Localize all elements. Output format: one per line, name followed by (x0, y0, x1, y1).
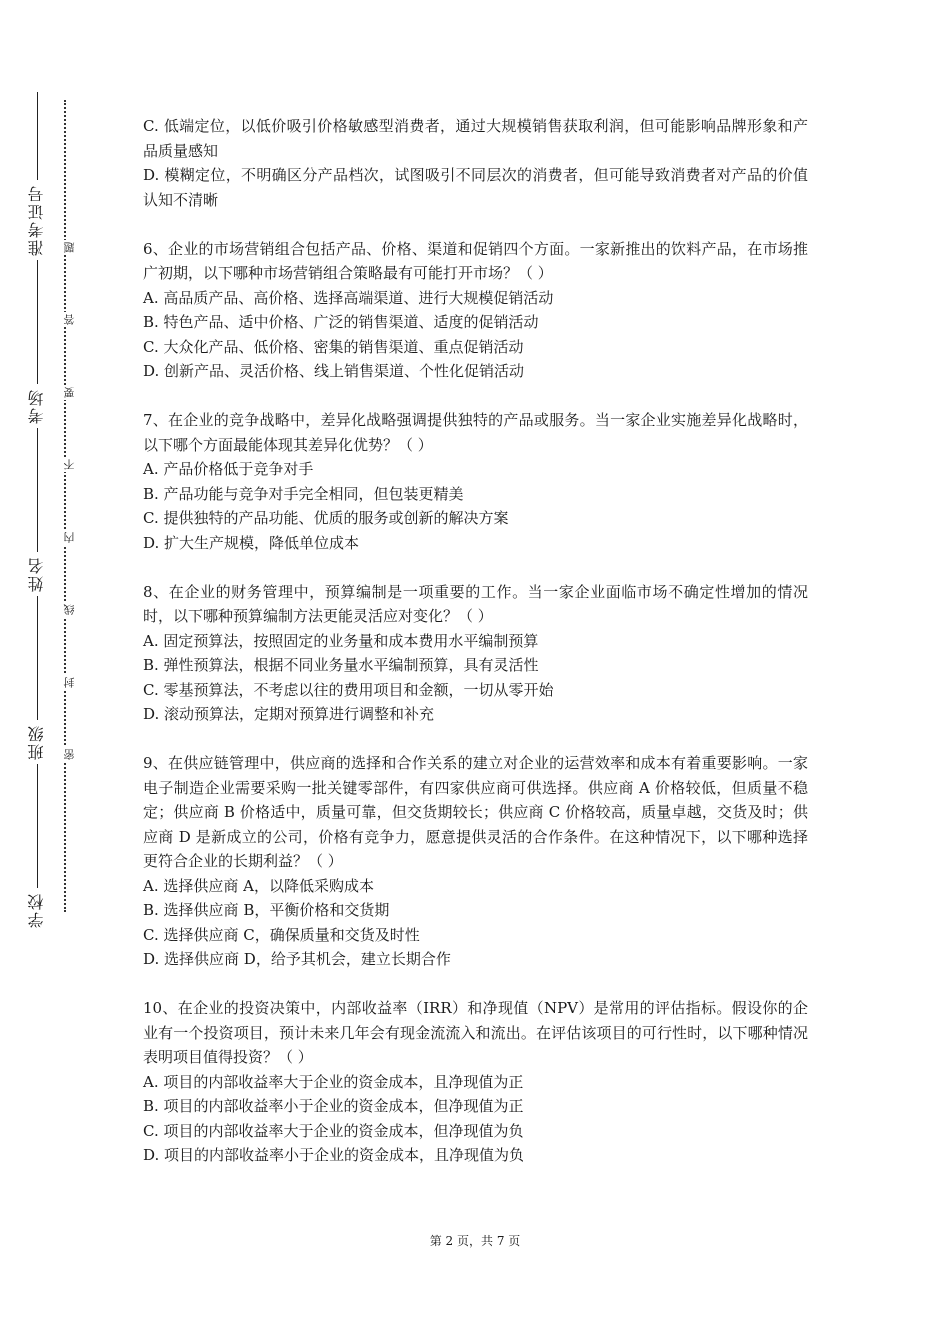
student-info-margin (24, 88, 50, 928)
question-5-continuation (143, 114, 808, 212)
option-b: B. 产品功能与竞争对手完全相同，但包装更精美 (143, 484, 464, 503)
option-a: A. 固定预算法，按照固定的业务量和成本费用水平编制预算 (143, 631, 539, 650)
school-label: 学校 (27, 892, 46, 928)
seal-warning-text (58, 240, 80, 762)
option-d: D. 滚动预算法，定期对预算进行调整和补充 (143, 705, 435, 723)
option-c: C. 低端定位，以低价吸引价格敏感型消费者，通过大规模销售获取利润，但可能影响品牌形象和产品质量感知 (143, 117, 808, 160)
option-a: A. 项目的内部收益率大于企业的资金成本，且净现值为正 (143, 1072, 524, 1091)
option-c: C. 提供独特的产品功能、优质的服务或创新的解决方案 (143, 509, 509, 527)
question-stem: 10、在企业的投资决策中，内部收益率（IRR）和净现值（NPV）是常用的评估指标。假设你的企业有一个投资项目，预计未来几年会有现金流流入和流出。在评估该项目的可行性时，以下哪种情况表明项目值得投资？（ ） (143, 999, 808, 1066)
option-a: A. 高品质产品、高价格、选择高端渠道、进行大规模促销活动 (143, 288, 554, 307)
page-footer (0, 1232, 950, 1249)
school-field (29, 760, 45, 928)
seal-char: 线 (62, 604, 76, 616)
name-label: 姓名 (27, 556, 46, 592)
option-c: C. 选择供应商 C，确保质量和交货及时性 (143, 925, 420, 944)
option-b: B. 特色产品、适中价格、广泛的销售渠道、适度的促销活动 (143, 313, 539, 331)
question-9 (143, 751, 808, 972)
name-field (29, 424, 45, 592)
exam-number-field (29, 88, 45, 256)
option-d: D. 选择供应商 D，给予其机会，建立长期合作 (143, 950, 451, 968)
exam-room-field (29, 256, 45, 424)
question-stem: 7、在企业的竞争战略中，差异化战略强调提供独特的产品或服务。当一家企业实施差异化战略时，以下哪个方面最能体现其差异化优势？（ ） (143, 411, 808, 454)
option-c: C. 零基预算法，不考虑以往的费用项目和金额，一切从零开始 (143, 680, 554, 699)
seal-char: 封 (62, 676, 76, 688)
option-d: D. 创新产品、灵活价格、线上销售渠道、个性化促销活动 (143, 362, 525, 380)
fill-in-line (37, 764, 38, 888)
seal-char: 答 (62, 314, 76, 326)
option-c: C. 项目的内部收益率大于企业的资金成本，但净现值为负 (143, 1121, 524, 1140)
seal-char: 密 (62, 748, 76, 760)
exam-room-label: 考场 (27, 388, 46, 424)
question-6 (143, 237, 808, 384)
seal-char: 内 (62, 531, 76, 543)
question-stem: 6、企业的市场营销组合包括产品、价格、渠道和促销四个方面。一家新推出的饮料产品，在市场推广初期，以下哪种市场营销组合策略最有可能打开市场？（ ） (143, 239, 808, 282)
option-b: B. 选择供应商 B，平衡价格和交货期 (143, 901, 390, 919)
fill-in-line (37, 92, 38, 180)
option-b: B. 项目的内部收益率小于企业的资金成本，但净现值为正 (143, 1097, 524, 1115)
question-7 (143, 408, 808, 555)
option-c: C. 大众化产品、低价格、密集的销售渠道、重点促销活动 (143, 337, 524, 356)
fill-in-line (37, 428, 38, 552)
option-a: A. 产品价格低于竞争对手 (143, 460, 314, 478)
fill-in-line (37, 596, 38, 720)
option-b: B. 弹性预算法，根据不同业务量水平编制预算，具有灵活性 (143, 656, 539, 674)
seal-char: 题 (62, 242, 76, 253)
question-stem: 9、在供应链管理中，供应商的选择和合作关系的建立对企业的运营效率和成本有着重要影响。一家电子制造企业需要采购一批关键零部件，有四家供应商可供选择。供应商 A 价格较低，但质量不稳定；供应商 B 价格适中，质量可靠，但交货期较长；供应商 C 价格较高，质量卓越，交货及时；供应商 D 是新成立的公司，价格有竞争力，愿意提供灵活的合作条件。在这种情况下，以下哪种选择更符合企业的长期利益？（ ） (143, 754, 808, 870)
fill-in-line (37, 260, 38, 384)
class-field (29, 592, 45, 760)
option-a: A. 选择供应商 A，以降低采购成本 (143, 876, 374, 895)
seal-char: 不 (62, 459, 76, 471)
seal-char: 要 (62, 386, 76, 398)
class-label: 班级 (27, 724, 46, 760)
exam-number-label: 准考证号 (27, 184, 46, 256)
option-d: D. 扩大生产规模，降低单位成本 (143, 533, 360, 552)
option-d: D. 模糊定位，不明确区分产品档次，试图吸引不同层次的消费者，但可能导致消费者对产品的价值认知不清晰 (143, 166, 808, 209)
question-stem: 8、在企业的财务管理中，预算编制是一项重要的工作。当一家企业面临市场不确定性增加的情况时，以下哪种预算编制方法更能灵活应对变化？（ ） (143, 582, 808, 625)
question-10 (143, 996, 808, 1168)
page-number: 第 2 页，共 7 页 (429, 1234, 521, 1248)
exam-content (143, 114, 808, 1192)
option-d: D. 项目的内部收益率小于企业的资金成本，且净现值为负 (143, 1146, 525, 1164)
question-8 (143, 580, 808, 727)
